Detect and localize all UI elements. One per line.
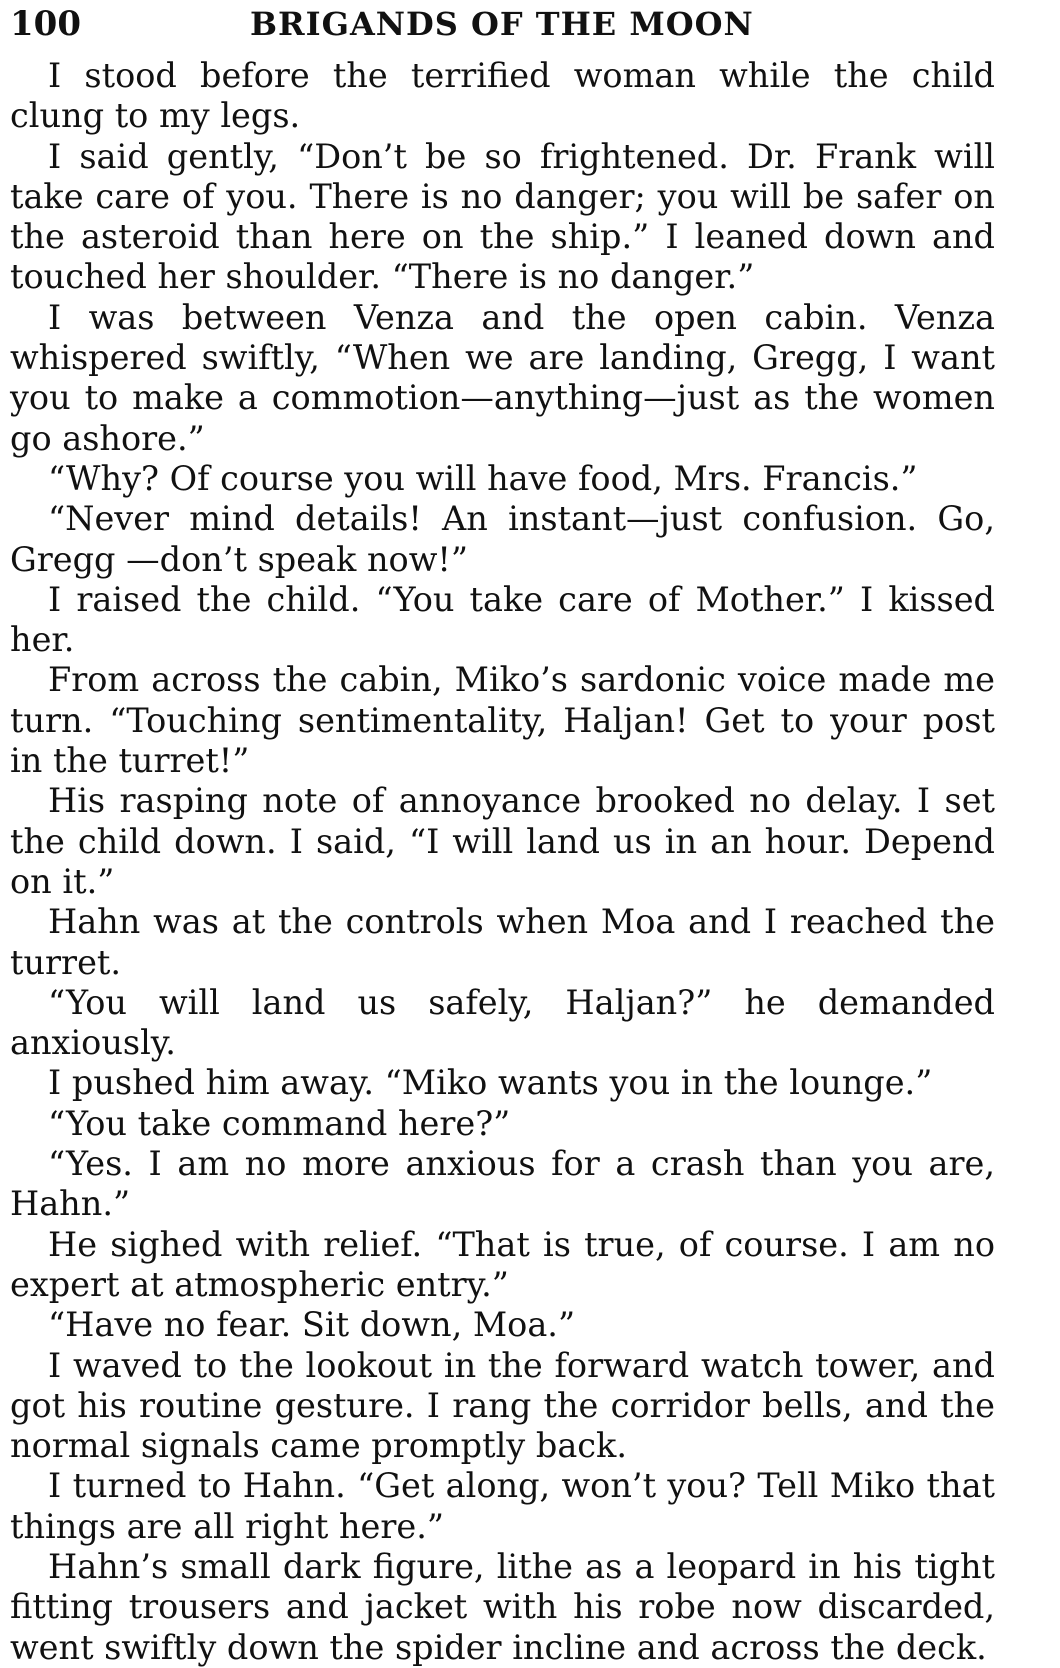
paragraph: He sighed with relief. “That is true, of course. I am no expert at atmospheric entry.” — [10, 1224, 995, 1304]
running-title: BRIGANDS OF THE MOON — [250, 5, 754, 43]
page-number: 100 — [10, 4, 81, 44]
paragraph: “You will land us safely, Haljan?” he demanded anxiously. — [10, 982, 995, 1063]
paragraph: “Have no fear. Sit down, Moa.” — [48, 1305, 576, 1345]
paragraph: I pushed him away. “Miko wants you in the lounge.” — [48, 1063, 933, 1103]
paragraph: “Why? Of course you will have food, Mrs. Francis.” — [48, 458, 918, 498]
paragraph: “You take command here?” — [48, 1103, 511, 1143]
page-body — [10, 56, 995, 1668]
paragraph: I raised the child. “You take care of Mother.” I kissed her. — [10, 579, 995, 660]
paragraph: I was between Venza and the open cabin. Venza whispered swiftly, “When we are landing, Gregg, I want you to make a commotion—anything—just as the women go ashore.” — [10, 297, 995, 458]
page-header — [10, 4, 995, 48]
paragraph: I waved to the lookout in the forward watch tower, and got his routine gesture. I rang the corridor bells, and the normal signals came promptly back. — [10, 1345, 995, 1466]
paragraph: I turned to Hahn. “Get along, won’t you? Tell Miko that things are all right here.” — [10, 1466, 995, 1546]
paragraph: “Never mind details! An instant—just confusion. Go, Gregg —don’t speak now!” — [10, 499, 995, 579]
paragraph: “Yes. I am no more anxious for a crash than you are, Hahn.” — [10, 1144, 995, 1224]
paragraph: Hahn’s small dark figure, lithe as a leopard in his tight fitting trousers and jacket with his robe now discarded, went swiftly down the spider incline and across the deck. — [10, 1546, 995, 1667]
paragraph: I stood before the terrified woman while the child clung to my legs. — [10, 56, 995, 136]
book-page — [10, 0, 995, 1667]
paragraph: His rasping note of annoyance brooked no delay. I set the child down. I said, “I will land us in an hour. Depend on it.” — [10, 781, 995, 901]
paragraph: From across the cabin, Miko’s sardonic voice made me turn. “Touching sentimentality, Haljan! Get to your post in the turret!” — [10, 660, 995, 781]
paragraph: I said gently, “Don’t be so frightened. Dr. Frank will take care of you. There is no danger; you will be safer on the asteroid than here on the ship.” I leaned down and touched her shoulder. “There is no danger.” — [10, 136, 995, 297]
paragraph: Hahn was at the controls when Moa and I reached the turret. — [10, 902, 995, 982]
